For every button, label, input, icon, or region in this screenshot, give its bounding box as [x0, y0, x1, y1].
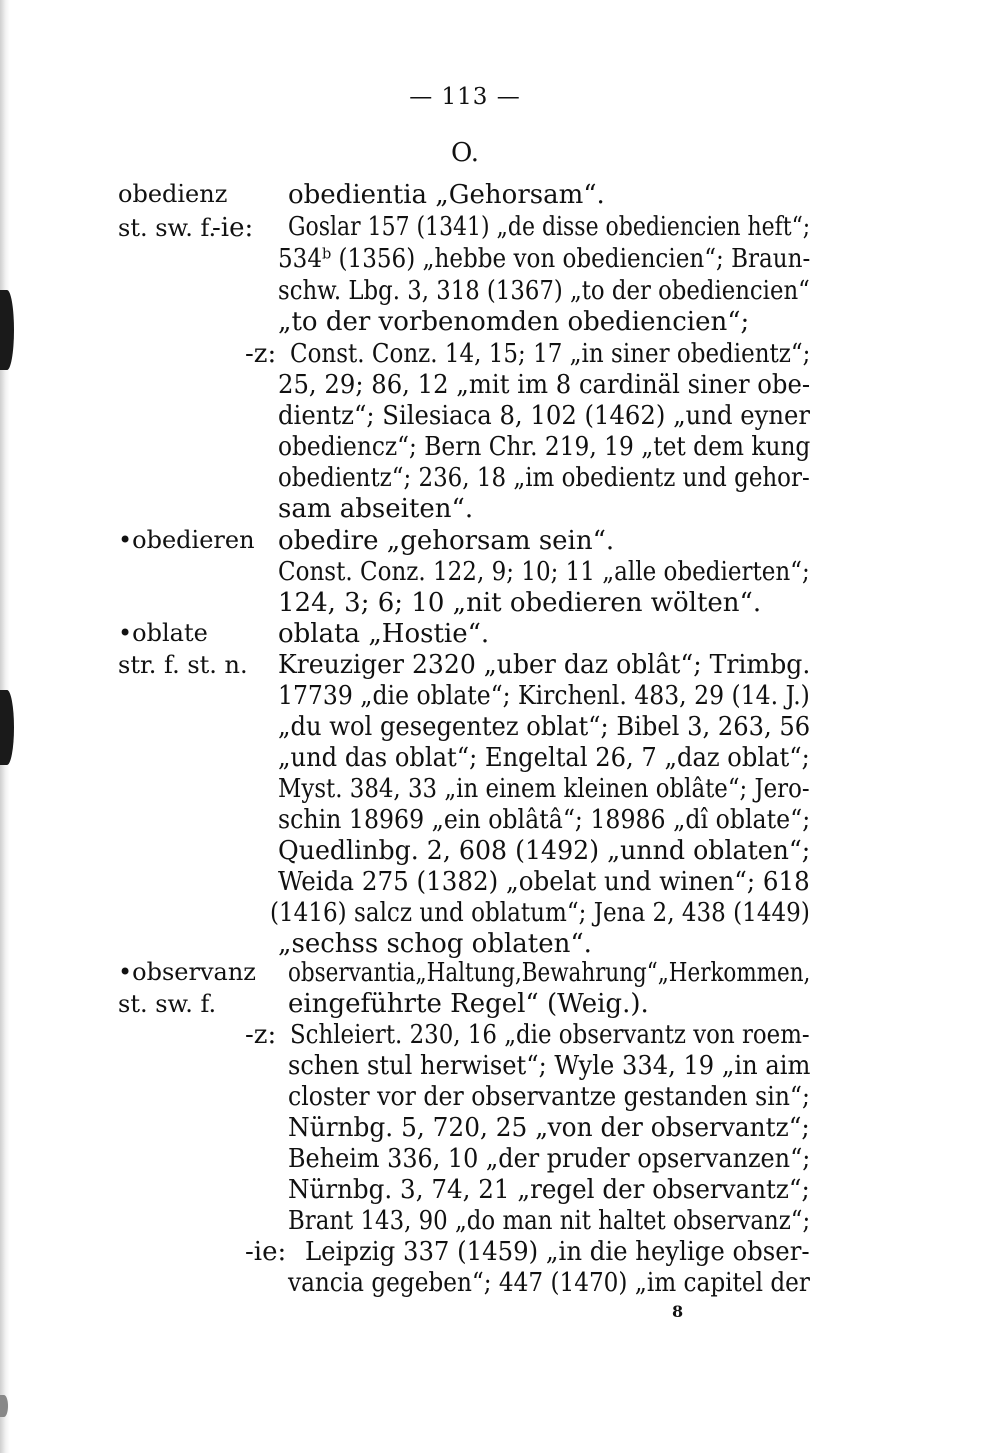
entry-line: Quedlinbg. 2, 608 (1492) „unnd oblaten“; — [278, 836, 811, 866]
lemma-grammar: st. sw. f. — [118, 214, 217, 242]
entry-line: Const. Conz. 122, 9; 10; 11 „alle obedierten“; — [278, 557, 810, 587]
suffix-marker: -z: — [245, 339, 277, 369]
entry-line: „to der vorbenomden obediencien“; — [278, 307, 750, 337]
entry-line: Const. Conz. 14, 15; 17 „in siner obedientz“; — [290, 339, 811, 369]
entry-line: oblata „Hostie“. — [278, 619, 490, 649]
entry-line: Kreuziger 2320 „uber daz oblât“; Trimbg. — [278, 650, 811, 680]
entry-line: Brant 143, 90 „do man nit haltet observanz“; — [288, 1206, 811, 1236]
binding-mark — [0, 290, 14, 370]
entry-line: Leipzig 337 (1459) „in die heylige obser- — [305, 1237, 810, 1267]
entry-line: eingeführte Regel“ (Weig.). — [288, 989, 649, 1019]
entry-line: „du wol gesegentez oblat“; Bibel 3, 263, 56 — [278, 712, 811, 742]
suffix-marker: -z: — [245, 1020, 277, 1050]
entry-line: Myst. 384, 33 „in einem kleinen oblâte“; Jero- — [278, 774, 810, 804]
entry-line: vancia gegeben“; 447 (1470) „im capitel der — [288, 1268, 810, 1298]
entry-line: Weida 275 (1382) „obelat und winen“; 618 — [278, 867, 810, 897]
entry-line: dientz“; Silesiaca 8, 102 (1462) „und eyner — [278, 401, 811, 431]
entry-line: Nürnbg. 5, 720, 25 „von der observantz“; — [288, 1113, 810, 1143]
entry-line: observantia„Haltung,Bewahrung“„Herkommen, — [288, 958, 811, 988]
entry-line: sam abseiten“. — [278, 494, 474, 524]
entry-line: Goslar 157 (1341) „de disse obediencien heft“; — [288, 212, 811, 242]
entry-line: obediencz“; Bern Chr. 219, 19 „tet dem kung — [278, 432, 811, 462]
entry-line: Beheim 336, 10 „der pruder opservanzen“; — [288, 1144, 811, 1174]
lemma-oblate: •oblate — [118, 619, 208, 647]
entry-line: obedientia „Gehorsam“. — [288, 180, 605, 210]
lemma-obedienz: obedienz — [118, 180, 228, 208]
entry-line: „sechss schog oblaten“. — [278, 929, 592, 959]
entry-line: Schleiert. 230, 16 „die observantz von roem- — [290, 1020, 810, 1050]
entry-line: obedire „gehorsam sein“. — [278, 526, 615, 556]
entry-line: schw. Lbg. 3, 318 (1367) „to der obediencien“ — [278, 276, 810, 306]
signature-mark: 8 — [672, 1302, 684, 1321]
binding-mark — [0, 1395, 8, 1417]
binding-mark — [0, 690, 14, 765]
entry-line: 124, 3; 6; 10 „nit obedieren wölten“. — [278, 588, 762, 618]
entry-line: Nürnbg. 3, 74, 21 „regel der observantz“; — [288, 1175, 810, 1205]
entry-line: schen stul herwiset“; Wyle 334, 19 „in aim — [288, 1051, 811, 1081]
suffix-marker: -ie: — [245, 1237, 287, 1267]
suffix-marker: -ie: — [212, 213, 254, 243]
entry-line: (1416) salcz und oblatum“; Jena 2, 438 (1449) — [270, 898, 810, 928]
lemma-obedieren: •obedieren — [118, 526, 255, 554]
lemma-grammar: str. f. st. n. — [118, 651, 248, 679]
lemma-grammar: st. sw. f. — [118, 990, 217, 1018]
section-letter: O. — [450, 138, 480, 168]
entry-line: 534ᵇ (1356) „hebbe von obediencien“; Braun- — [278, 244, 811, 274]
entry-line: 25, 29; 86, 12 „mit im 8 cardinäl siner obe- — [278, 370, 811, 400]
entry-line: schin 18969 „ein oblâtâ“; 18986 „dî oblate“; — [278, 805, 811, 835]
entry-line: 17739 „die oblate“; Kirchenl. 483, 29 (14. J.) — [278, 681, 810, 711]
lemma-observanz: •observanz — [118, 958, 256, 986]
entry-line: obedientz“; 236, 18 „im obedientz und gehor- — [278, 463, 810, 493]
entry-line: „und das oblat“; Engeltal 26, 7 „daz oblat“; — [278, 743, 810, 773]
page-number: — 113 — — [409, 84, 521, 110]
entry-line: closter vor der observantze gestanden sin“; — [288, 1082, 810, 1112]
